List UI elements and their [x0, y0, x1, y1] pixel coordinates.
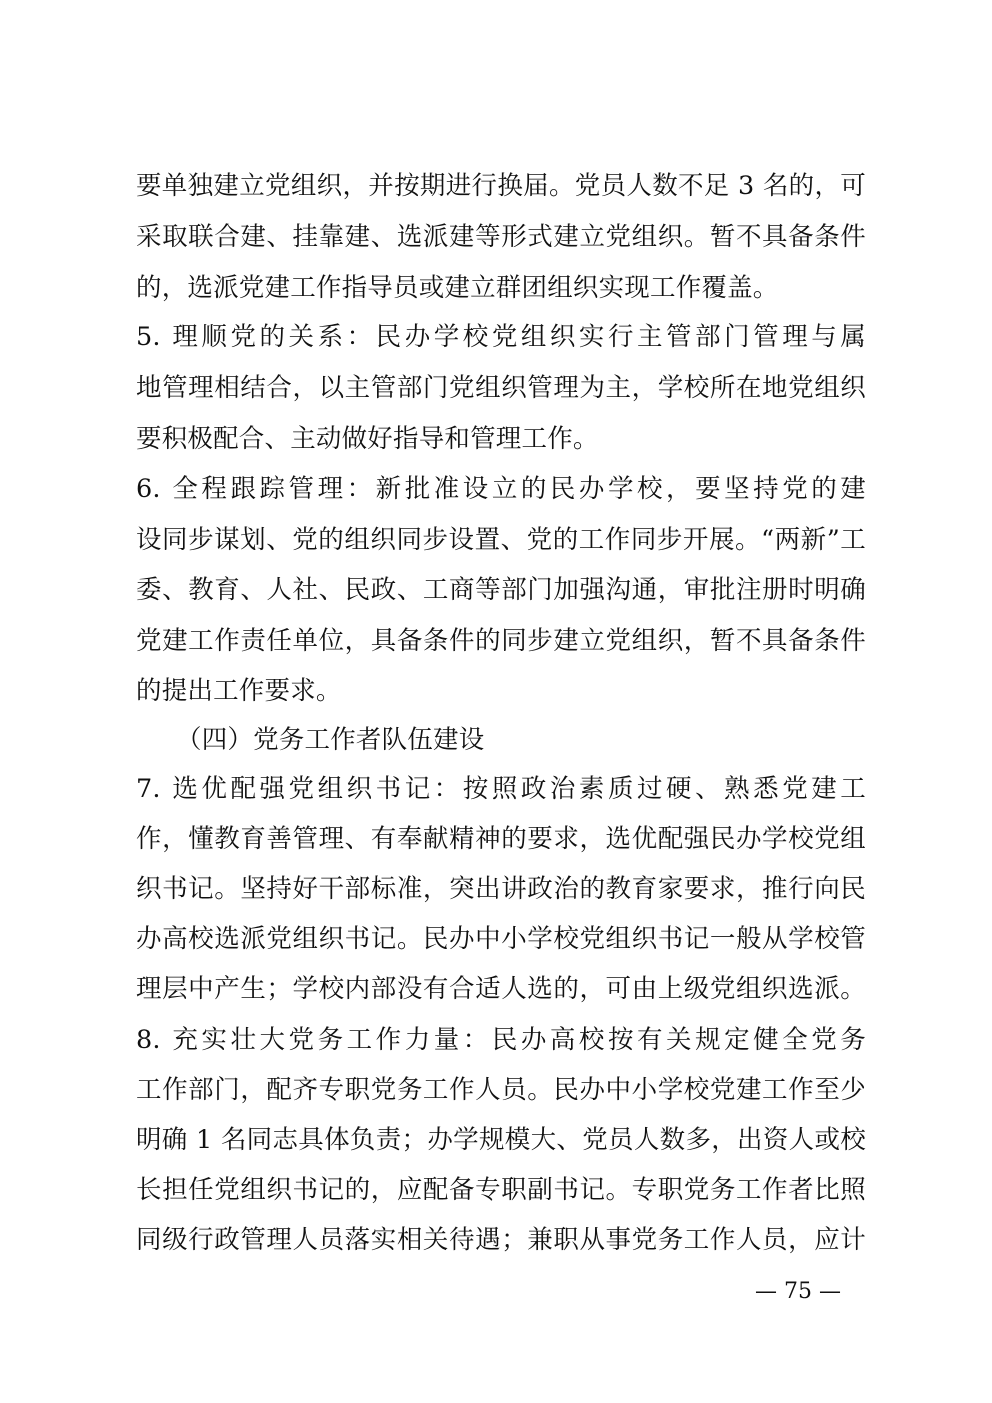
clause-7-line: 7. 选优配强党组织书记：按照政治素质过硬、熟悉党建工: [136, 774, 866, 804]
body-text-line: 明确 1 名同志具体负责；办学规模大、党员人数多，出资人或校: [136, 1125, 866, 1155]
body-text-line: 委、教育、人社、民政、工商等部门加强沟通，审批注册时明确: [136, 575, 866, 605]
clause-6-line: 6. 全程跟踪管理：新批准设立的民办学校，要坚持党的建: [136, 474, 866, 504]
body-text-line: 理层中产生；学校内部没有合适人选的，可由上级党组织选派。: [136, 974, 866, 1004]
body-text-line: 同级行政管理人员落实相关待遇；兼职从事党务工作人员，应计: [136, 1225, 866, 1255]
body-text-line: 的提出工作要求。: [136, 676, 342, 706]
body-text-line: 织书记。坚持好干部标准，突出讲政治的教育家要求，推行向民: [136, 874, 866, 904]
body-text-line: 地管理相结合，以主管部门党组织管理为主，学校所在地党组织: [136, 373, 866, 403]
body-text-line: 长担任党组织书记的，应配备专职副书记。专职党务工作者比照: [136, 1175, 866, 1205]
body-text-line: 要单独建立党组织，并按期进行换届。党员人数不足 3 名的，可: [136, 171, 866, 201]
body-text-line: 采取联合建、挂靠建、选派建等形式建立党组织。暂不具备条件: [136, 222, 866, 252]
body-text-line: 设同步谋划、党的组织同步设置、党的工作同步开展。“两新”工: [136, 525, 866, 555]
body-text-line: 的，选派党建工作指导员或建立群团组织实现工作覆盖。: [136, 273, 779, 303]
section-heading: （四）党务工作者队伍建设: [176, 725, 485, 755]
clause-8-line: 8. 充实壮大党务工作力量：民办高校按有关规定健全党务: [136, 1025, 866, 1055]
page-number: — 75 —: [755, 1279, 841, 1304]
body-text-line: 工作部门，配齐专职党务工作人员。民办中小学校党建工作至少: [136, 1075, 866, 1105]
body-text-line: 作，懂教育善管理、有奉献精神的要求，选优配强民办学校党组: [136, 824, 866, 854]
clause-5-line: 5. 理顺党的关系：民办学校党组织实行主管部门管理与属: [136, 322, 866, 352]
body-text-line: 要积极配合、主动做好指导和管理工作。: [136, 424, 599, 454]
body-text-line: 党建工作责任单位，具备条件的同步建立党组织，暂不具备条件: [136, 626, 866, 656]
body-text-line: 办高校选派党组织书记。民办中小学校党组织书记一般从学校管: [136, 924, 866, 954]
